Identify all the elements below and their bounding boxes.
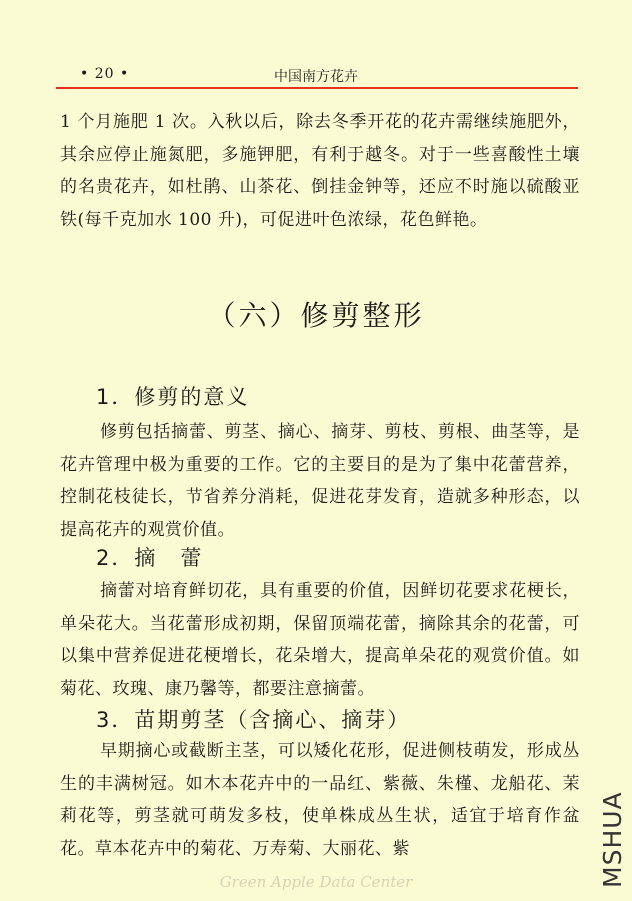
side-watermark: MSHUA — [598, 791, 627, 888]
header-rule — [56, 87, 578, 89]
paragraph-bud-removal: 摘蕾对培育鲜切花，具有重要的价值，因鲜切花要求花梗长，单朵花大。当花蕾形成初期，保留顶端花蕾，摘除其余的花蕾，可以集中营养促进花梗增长，花朵增大，提高单朵花的观赏价值。如菊花、玫瑰、康乃馨等，都要注意摘蕾。 — [60, 581, 580, 699]
page-header — [56, 66, 578, 86]
page-number: • 20 • — [80, 66, 130, 82]
subheading-meaning: 1．修剪的意义 — [96, 385, 250, 409]
running-title: 中国南方花卉 — [274, 69, 358, 85]
subheading-seedling-pruning: 3．苗期剪茎（含摘心、摘芽） — [96, 708, 411, 732]
paragraph-seedling-pruning: 早期摘心或截断主茎，可以矮化花形，促进侧枝萌发，形成丛生的丰满树冠。如木本花卉中的一品红、紫薇、朱槿、龙船花、茉莉花等，剪茎就可萌发多枝，使单株成丛生状，适宜于培育作盆花。草本花卉中的菊花、万寿菊、大丽花、紫 — [60, 741, 580, 859]
paragraph-meaning: 修剪包括摘蕾、剪茎、摘心、摘芽、剪枝、剪根、曲茎等，是花卉管理中极为重要的工作。它的主要目的是为了集中花蕾营养，控制花枝徒长，节省养分消耗，促进花芽发育，造就多种形态，以提高花卉的观赏价值。 — [60, 422, 580, 540]
section-heading: （六）修剪整形 — [207, 299, 425, 332]
paragraph-intro: 1 个月施肥 1 次。入秋以后，除去冬季开花的花卉需继续施肥外，其余应停止施氮肥，多施钾肥，有利于越冬。对于一些喜酸性土壤的名贵花卉，如杜鹃、山茶花、倒挂金钟等，还应不时施以硫酸亚铁(每千克加水 100 升)，可促进叶色浓绿，花色鲜艳。 — [60, 112, 580, 230]
subheading-bud-removal: 2．摘 蕾 — [96, 546, 204, 570]
bottom-watermark: Green Apple Data Center — [219, 873, 413, 891]
